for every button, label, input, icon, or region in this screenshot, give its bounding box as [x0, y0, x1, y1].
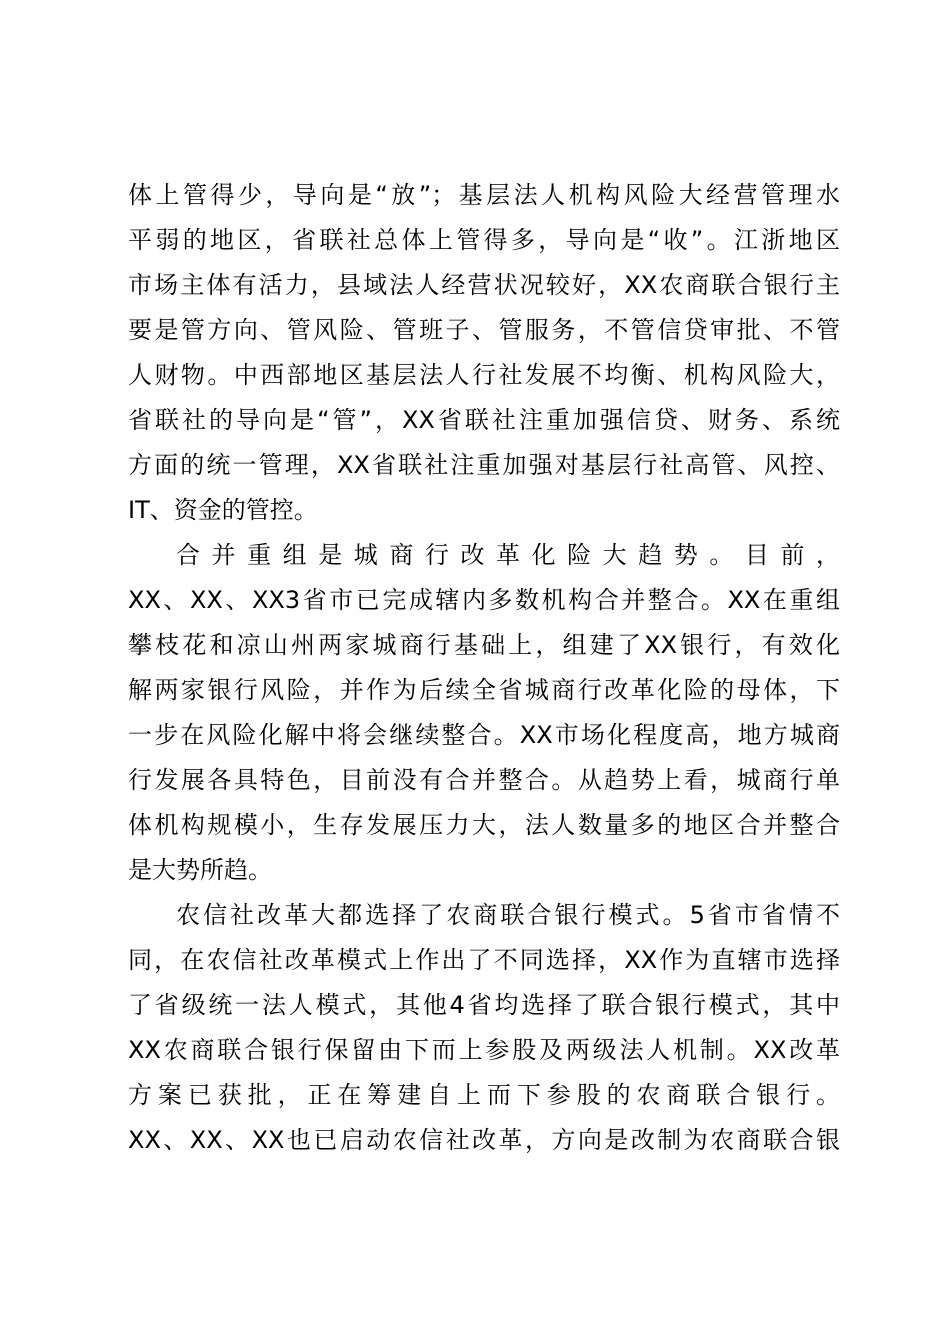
text-line: 市场主体有活力，县域法人经营状况较好，XX农商联合银行主	[128, 271, 840, 299]
text-line: 一步在风险化解中将会继续整合。XX市场化程度高，地方城商	[128, 721, 840, 749]
text-line: 了省级统一法人模式，其他4省均选择了联合银行模式，其中	[128, 991, 840, 1019]
text-line: 要是管方向、管风险、管班子、管服务，不管信贷审批、不管	[128, 316, 840, 344]
document-page	[128, 173, 840, 1163]
text-line: 平弱的地区，省联社总体上管得多，导向是“收”。江浙地区	[128, 226, 840, 254]
text-line: XX、XX、XX3省市已完成辖内多数机构合并整合。XX在重组	[128, 586, 840, 614]
text-line: XX、XX、XX也已启动农信社改革，方向是改制为农商联合银	[128, 1126, 840, 1154]
text-line: 同，在农信社改革模式上作出了不同选择，XX作为直辖市选择	[128, 946, 840, 974]
paragraph-provincial-union-guidance	[128, 173, 840, 533]
text-line: 行发展各具特色，目前没有合并整合。从趋势上看，城商行单	[128, 766, 840, 794]
text-line: 方案已获批，正在筹建自上而下参股的农商联合银行。	[128, 1081, 840, 1109]
text-line: 方面的统一管理，XX省联社注重加强对基层行社高管、风控、	[128, 451, 840, 479]
text-line: IT、资金的管控。	[128, 496, 318, 524]
text-line: 人财物。中西部地区基层法人行社发展不均衡、机构风险大，	[128, 361, 840, 389]
paragraph-city-bank-merger	[128, 533, 840, 893]
text-line: XX农商联合银行保留由下而上参股及两级法人机制。XX改革	[128, 1036, 840, 1064]
text-line: 农信社改革大都选择了农商联合银行模式。5省市省情不	[176, 901, 840, 929]
paragraph-rural-credit-reform	[128, 893, 840, 1163]
text-line: 解两家银行风险，并作为后续全省城商行改革化险的母体，下	[128, 676, 840, 704]
text-line: 合并重组是城商行改革化险大趋势。目前，	[176, 541, 840, 569]
text-line: 体上管得少，导向是“放”；基层法人机构风险大经营管理水	[128, 181, 840, 209]
text-line: 省联社的导向是“管”，XX省联社注重加强信贷、财务、系统	[128, 406, 840, 434]
text-line: 攀枝花和凉山州两家城商行基础上，组建了XX银行，有效化	[128, 631, 840, 659]
text-line: 体机构规模小，生存发展压力大，法人数量多的地区合并整合	[128, 811, 840, 839]
text-line: 是大势所趋。	[128, 856, 272, 884]
